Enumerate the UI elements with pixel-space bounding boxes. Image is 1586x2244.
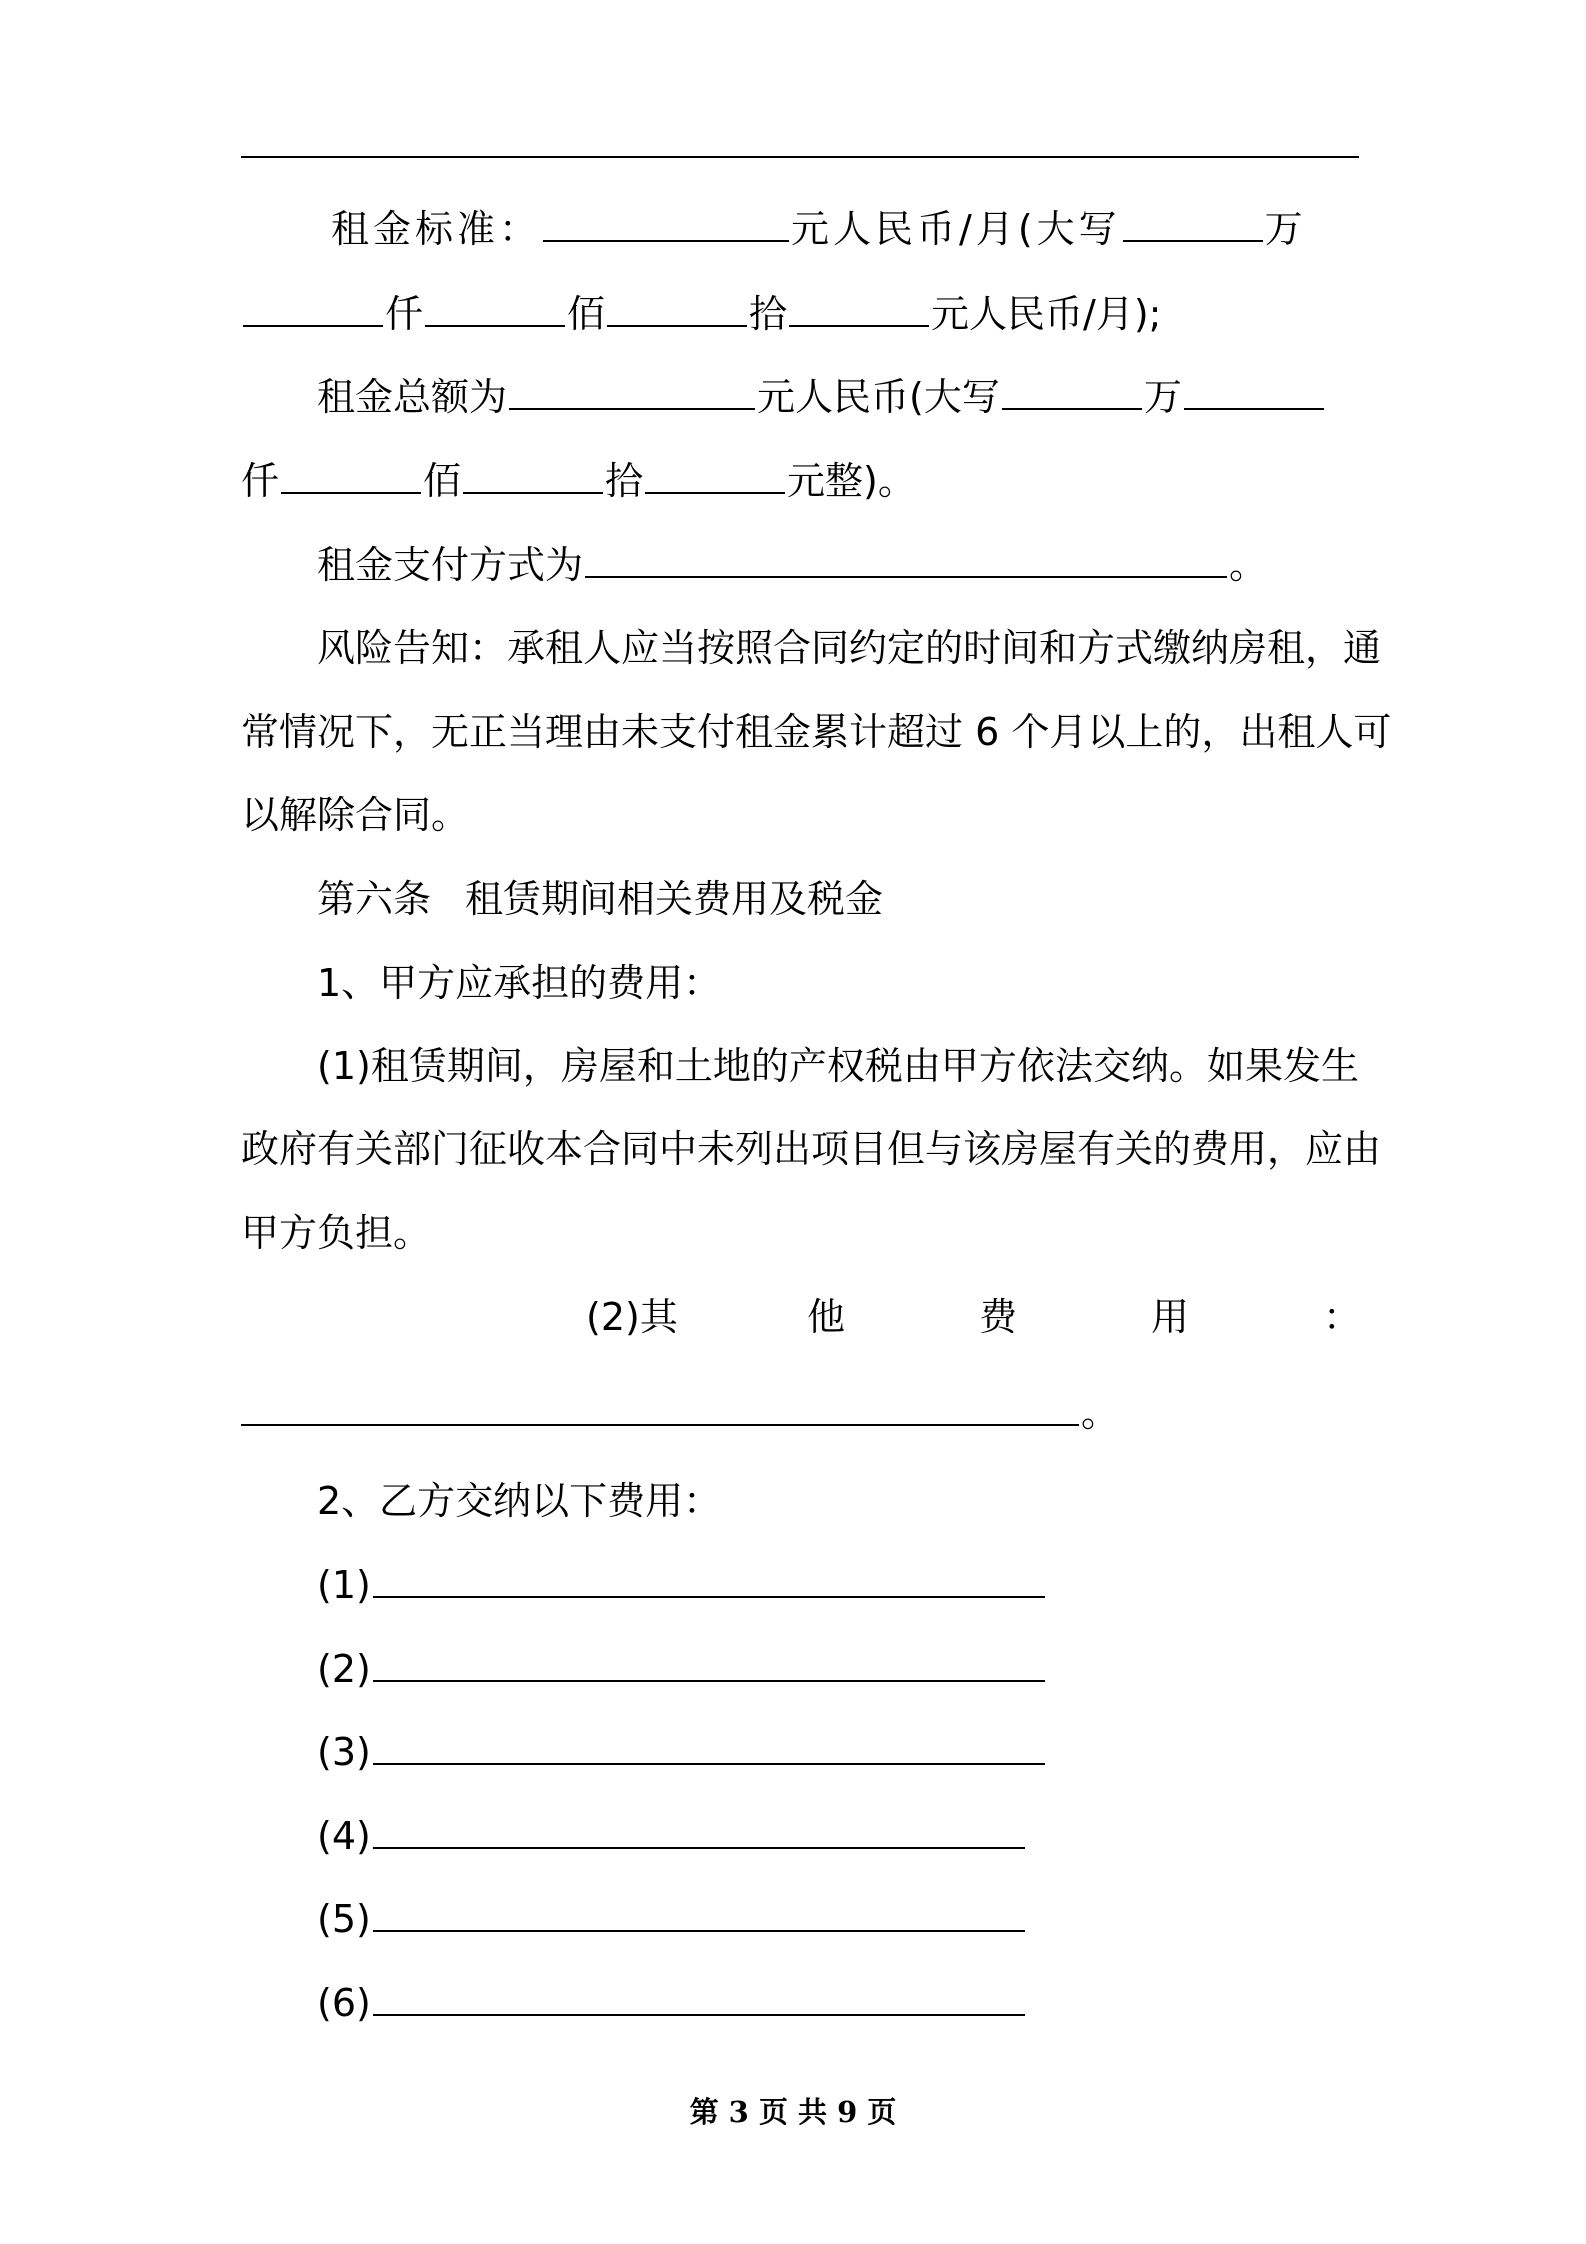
party-b-item-1-number: (1) xyxy=(317,1563,371,1607)
party-a-item-1-line-3: 甲方负担。 xyxy=(241,1211,432,1255)
qian-label: 仟 xyxy=(385,292,424,336)
rent-total-line xyxy=(241,372,1359,422)
party-b-item-6-number: (6) xyxy=(317,1981,371,2025)
bai-label: 佰 xyxy=(567,292,606,336)
party-a-heading: 1、甲方应承担的费用： xyxy=(317,961,722,1005)
payment-method-end: 。 xyxy=(1229,543,1268,587)
total-bai-label: 佰 xyxy=(423,459,462,503)
rent-standard-label: 租金标准： xyxy=(331,207,542,251)
rent-yuan-blank xyxy=(789,291,929,327)
article-6-title: 租赁期间相关费用及税金 xyxy=(465,877,884,921)
other-fee-end: 。 xyxy=(1081,1391,1120,1435)
party-b-heading: 2、乙方交纳以下费用： xyxy=(317,1479,722,1523)
party-b-item-6 xyxy=(241,1978,1359,2028)
rent-end-label: 元人民币/月); xyxy=(931,292,1162,336)
party-b-item-5-number: (5) xyxy=(317,1897,371,1941)
party-b-item-2 xyxy=(241,1644,1359,1694)
rent-shi-blank xyxy=(607,291,747,327)
page-number-footer: 第 3 页 共 9 页 xyxy=(689,2095,897,2129)
party-a-item-1-line-1: (1)租赁期间，房屋和土地的产权税由甲方依法交纳。如果发生 xyxy=(317,1044,1359,1088)
party-b-item-3-number: (3) xyxy=(317,1730,371,1774)
rent-unit-label: 元人民币/月(大写 xyxy=(791,207,1121,251)
payment-method-line xyxy=(241,540,1359,590)
risk-notice-line-2: 常情况下，无正当理由未支付租金累计超过 6 个月以上的，出租人可 xyxy=(241,710,1392,754)
party-b-item-4-blank xyxy=(373,1813,1025,1849)
total-wan-label: 万 xyxy=(1143,375,1182,419)
header-rule xyxy=(241,156,1359,158)
shi-label: 拾 xyxy=(749,292,788,336)
article-6-heading xyxy=(241,874,1359,924)
rent-total-blank xyxy=(509,374,755,410)
party-b-item-3 xyxy=(241,1727,1359,1777)
risk-notice-line-1: 风险告知：承租人应当按照合同约定的时间和方式缴纳房租，通 xyxy=(317,626,1382,670)
rent-total-unit: 元人民币(大写 xyxy=(757,375,1000,419)
total-qian-lead-blank xyxy=(1184,374,1324,410)
wan-label: 万 xyxy=(1264,207,1307,251)
total-yuan-blank xyxy=(645,458,785,494)
party-b-item-2-blank xyxy=(373,1646,1045,1682)
party-b-item-5-blank xyxy=(373,1896,1025,1932)
party-a-item-1-line-2: 政府有关部门征收本合同中未列出项目但与该房屋有关的费用，应由 xyxy=(241,1127,1382,1171)
other-fee-colon: ： xyxy=(1323,1295,1362,1339)
total-qian-label: 仟 xyxy=(241,459,280,503)
total-shi-blank xyxy=(463,458,603,494)
rent-total-label: 租金总额为 xyxy=(317,375,508,419)
total-bai-blank xyxy=(281,458,421,494)
rent-total-line-2 xyxy=(241,456,1359,506)
other-fee-blank xyxy=(241,1390,1079,1426)
rent-wan-blank xyxy=(1123,206,1263,242)
party-b-item-4-number: (4) xyxy=(317,1814,371,1858)
article-6-number: 第六条 xyxy=(317,877,432,921)
party-b-item-1 xyxy=(241,1560,1359,1610)
rent-standard-line xyxy=(241,204,1359,254)
other-fee-word-1: (2)其 xyxy=(586,1295,678,1339)
payment-method-label: 租金支付方式为 xyxy=(317,543,584,587)
risk-notice-line-3: 以解除合同。 xyxy=(241,793,470,837)
other-fee-blank-line xyxy=(241,1388,1359,1438)
rent-standard-line-2 xyxy=(241,289,1359,339)
party-b-item-1-blank xyxy=(373,1562,1045,1598)
other-fee-word-2: 他 xyxy=(807,1295,846,1339)
total-wan-blank xyxy=(1002,374,1142,410)
party-b-item-6-blank xyxy=(373,1980,1025,2016)
party-b-item-5 xyxy=(241,1894,1359,1944)
payment-method-blank xyxy=(585,542,1227,578)
other-fee-word-4: 用 xyxy=(1151,1295,1190,1339)
other-fee-word-3: 费 xyxy=(979,1295,1018,1339)
rent-amount-blank xyxy=(543,206,789,242)
party-b-item-2-number: (2) xyxy=(317,1647,371,1691)
party-b-item-3-blank xyxy=(373,1729,1045,1765)
rent-qian-blank xyxy=(243,291,383,327)
total-end-label: 元整)。 xyxy=(787,459,916,503)
rent-bai-blank xyxy=(425,291,565,327)
total-shi-label: 拾 xyxy=(605,459,644,503)
party-b-item-4 xyxy=(241,1811,1359,1861)
